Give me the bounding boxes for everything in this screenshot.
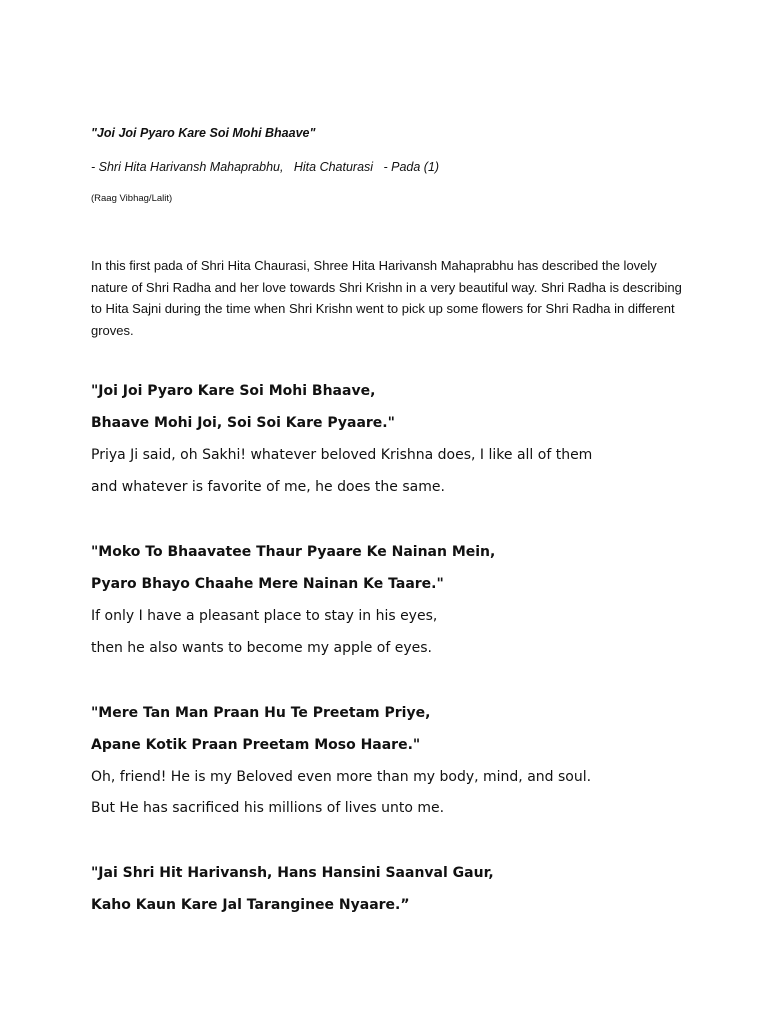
raag-note: (Raag Vibhag/Lalit) [91, 193, 173, 204]
stanza-1-meaning-line-2: and whatever is favorite of me, he does the same. [91, 479, 445, 495]
pada-title: "Joi Joi Pyaro Kare Soi Mohi Bhaave" [91, 126, 316, 140]
stanza-1-verse-line-1: "Joi Joi Pyaro Kare Soi Mohi Bhaave, [91, 383, 376, 399]
stanza-2-verse-line-2: Pyaro Bhayo Chaahe Mere Nainan Ke Taare." [91, 576, 444, 592]
stanza-3-meaning-line-2: But He has sacrificed his millions of lives unto me. [91, 800, 445, 816]
stanza-2-verse-line-1: "Moko To Bhaavatee Thaur Pyaare Ke Nainan Mein, [91, 544, 496, 560]
pada-attribution: - Shri Hita Harivansh Mahaprabhu, Hita Chaturasi - Pada (1) [91, 160, 440, 174]
stanza-1-verse-line-2: Bhaave Mohi Joi, Soi Soi Kare Pyaare." [91, 415, 395, 431]
stanza-3-verse-line-1: "Mere Tan Man Praan Hu Te Preetam Priye, [91, 705, 431, 721]
stanza-3-meaning-line-1: Oh, friend! He is my Beloved even more than my body, mind, and soul. [91, 769, 592, 785]
intro-paragraph: In this first pada of Shri Hita Chaurasi, Shree Hita Harivansh Mahaprabhu has described the lovely nature of Shri Radha and her love towards Shri Krishn in a very beautiful way. Shri Radha is describing to Hita Sajni during the time when Shri Krishn went to pick up some flowers for Shri Radha in different groves. [91, 258, 682, 338]
stanza-2-meaning-line-1: If only I have a pleasant place to stay in his eyes, [91, 608, 438, 624]
stanza-3-verse-line-2: Apane Kotik Praan Preetam Moso Haare." [91, 737, 421, 753]
stanza-1-meaning-line-1: Priya Ji said, oh Sakhi! whatever beloved Krishna does, I like all of them [91, 447, 593, 463]
stanza-2-meaning-line-2: then he also wants to become my apple of eyes. [91, 640, 432, 656]
stanza-4-verse-line-2: Kaho Kaun Kare Jal Taranginee Nyaare.” [91, 897, 410, 913]
stanza-4-verse-line-1: "Jai Shri Hit Harivansh, Hans Hansini Saanval Gaur, [91, 865, 494, 881]
